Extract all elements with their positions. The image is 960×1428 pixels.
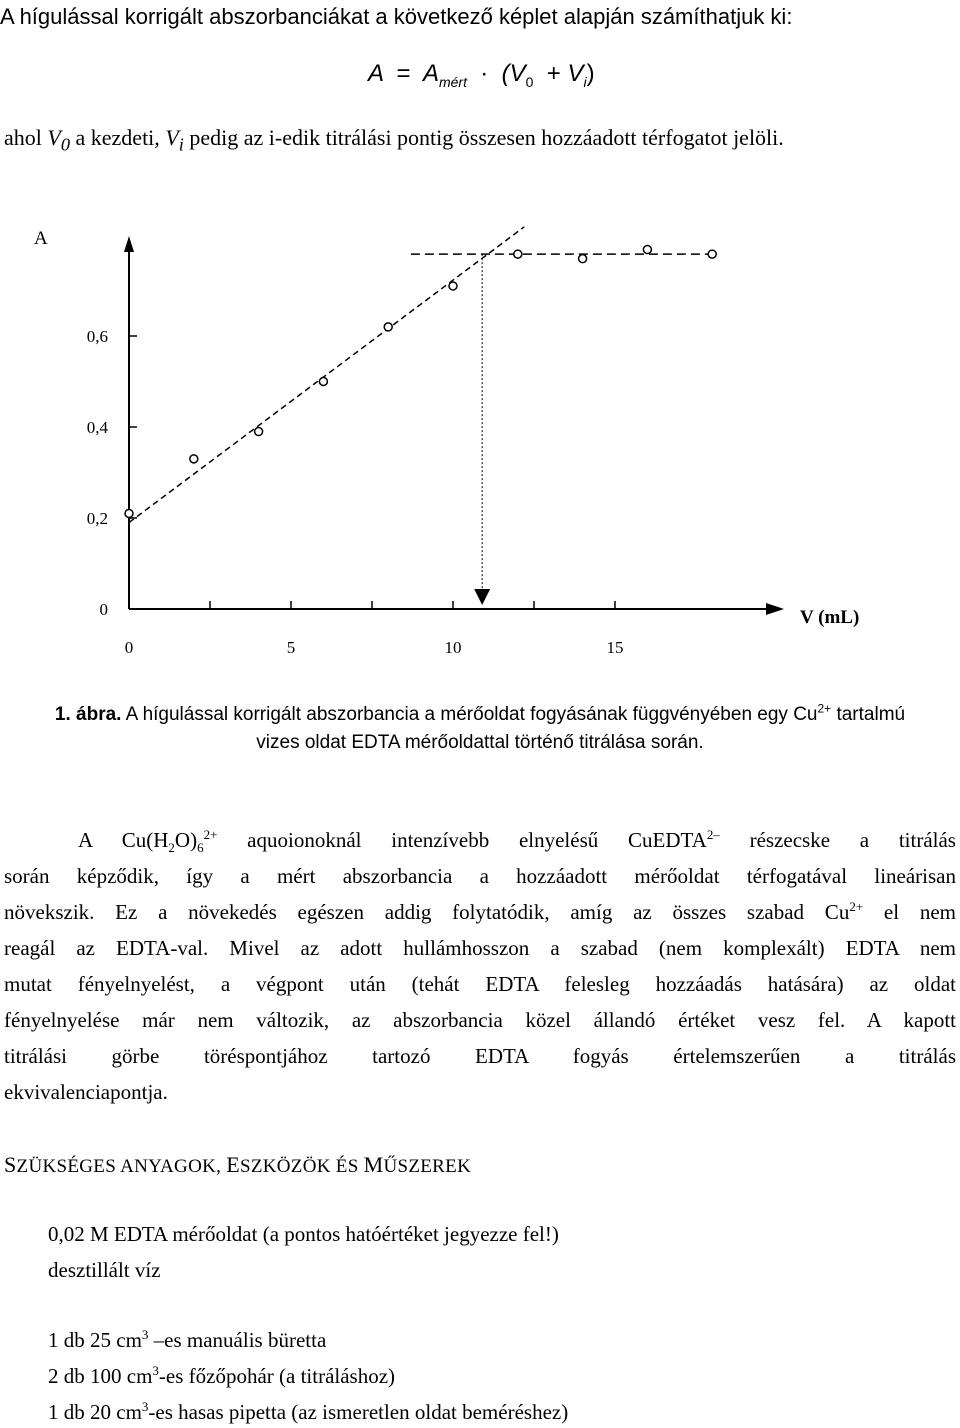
material-item-beaker: 2 db 100 $cm^3-es$ főzőpohár (a titráláshoz) xyxy=(48,1363,396,1388)
titration-chart xyxy=(0,210,960,890)
paragraph-line-7: titrálási görbe töréspontjához tartozó EDTA fogyás értelemszerűen a titrálás xyxy=(4,1044,956,1068)
data-point xyxy=(579,255,587,263)
paragraph-line-5: mutat fényelnyelést, a végpont után (tehát EDTA felesleg hozzáadás hatására) az oldat xyxy=(4,972,956,996)
data-point xyxy=(514,250,522,258)
y-tick-label: 0,4 xyxy=(86,418,108,437)
figure-caption-line2: vizes oldat EDTA mérőoldattal történő titrálása során. xyxy=(256,732,704,753)
absorbance-formula: $A = A_{mért} \cdot (V_0 + V_i)$ xyxy=(368,60,595,90)
data-point xyxy=(643,246,651,254)
data-point xyxy=(319,378,327,386)
y-tick-label: 0,6 xyxy=(86,327,108,346)
x-axis-label: V (mL) xyxy=(800,607,860,628)
material-item-pipette: 1 db 20 $cm^3-es$ hasas pipetta (az ismeretlen oldat beméréshez) xyxy=(48,1399,569,1424)
paragraph-line-4: reagál az EDTA-val. Mivel az adott hullámhosszon a szabad (nem komplexált) EDTA nem xyxy=(4,936,956,960)
rising-fit-line xyxy=(129,227,524,523)
paragraph-line-3: növekszik. Ez a növekedés egészen addig folytatódik, amíg az összes szabad $Cu^{2+}$ el nem xyxy=(4,899,957,924)
y-tick-label: 0,2 xyxy=(86,509,108,528)
chart-lines xyxy=(129,227,712,605)
x-tick-label: 0 xyxy=(124,638,134,657)
x-axis-arrowhead xyxy=(766,603,784,615)
data-point xyxy=(708,250,716,258)
y-axis-arrowhead xyxy=(124,236,134,252)
y-axis-label: A xyxy=(34,228,48,249)
x-tick-label: 5 xyxy=(286,638,296,657)
data-point xyxy=(384,323,392,331)
paragraph-line-1: A $Cu(H_2O)_6^{2+}$ aquoionoknál intenzívebb elnyelésű CuEDTA$^{2-}$ részecske a titrálás xyxy=(78,827,956,856)
section-heading: SZÜKSÉGES ANYAGOK, ESZKÖZÖK ÉS MŰSZEREK xyxy=(4,1152,472,1177)
chart-points xyxy=(125,246,716,518)
data-point xyxy=(190,455,198,463)
paragraph-line-6: fényelnyelése már nem változik, az abszorbancia közel állandó értéket vesz fel. A kapott xyxy=(4,1008,956,1032)
equivalence-arrowhead xyxy=(474,589,490,605)
chart-labels xyxy=(34,228,859,657)
paragraph-line-2: során képződik, így a mért abszorbancia a hozzáadott mérőoldat térfogatával lineárisan xyxy=(4,864,956,888)
material-item-water: desztillált víz xyxy=(48,1258,161,1282)
data-point xyxy=(125,509,133,517)
x-tick-label: 15 xyxy=(606,638,624,657)
figure-caption-line1: 1. ábra. A hígulással korrigált abszorbancia a mérőoldat fogyásának függvényében egy $Cu^{2+}$ tartalmú xyxy=(54,701,906,725)
material-item-edta: 0,02 M EDTA mérőoldat (a pontos hatóértéket jegyezze fel!) xyxy=(48,1222,559,1246)
body-paragraph xyxy=(4,822,956,1110)
y-tick-label: 0 xyxy=(99,600,108,619)
formula-definition: ahol $V_0$ a kezdeti, $V_i$ pedig az i-edik titrálási pontig összesen hozzáadott térfogatot jelöli. xyxy=(4,125,784,155)
chart-axes xyxy=(124,236,784,615)
figure-label: 1. ábra. xyxy=(54,704,122,725)
paragraph-line-8: ekvivalenciapontja. xyxy=(4,1080,168,1104)
material-item-burette: 1 db 25 $cm^3$ –es manuális büretta xyxy=(48,1327,327,1352)
data-point xyxy=(255,428,263,436)
x-tick-label: 10 xyxy=(444,638,462,657)
intro-sentence: A hígulással korrigált abszorbanciákat a következő képlet alapján számíthatjuk ki: xyxy=(0,4,793,29)
data-point xyxy=(449,282,457,290)
